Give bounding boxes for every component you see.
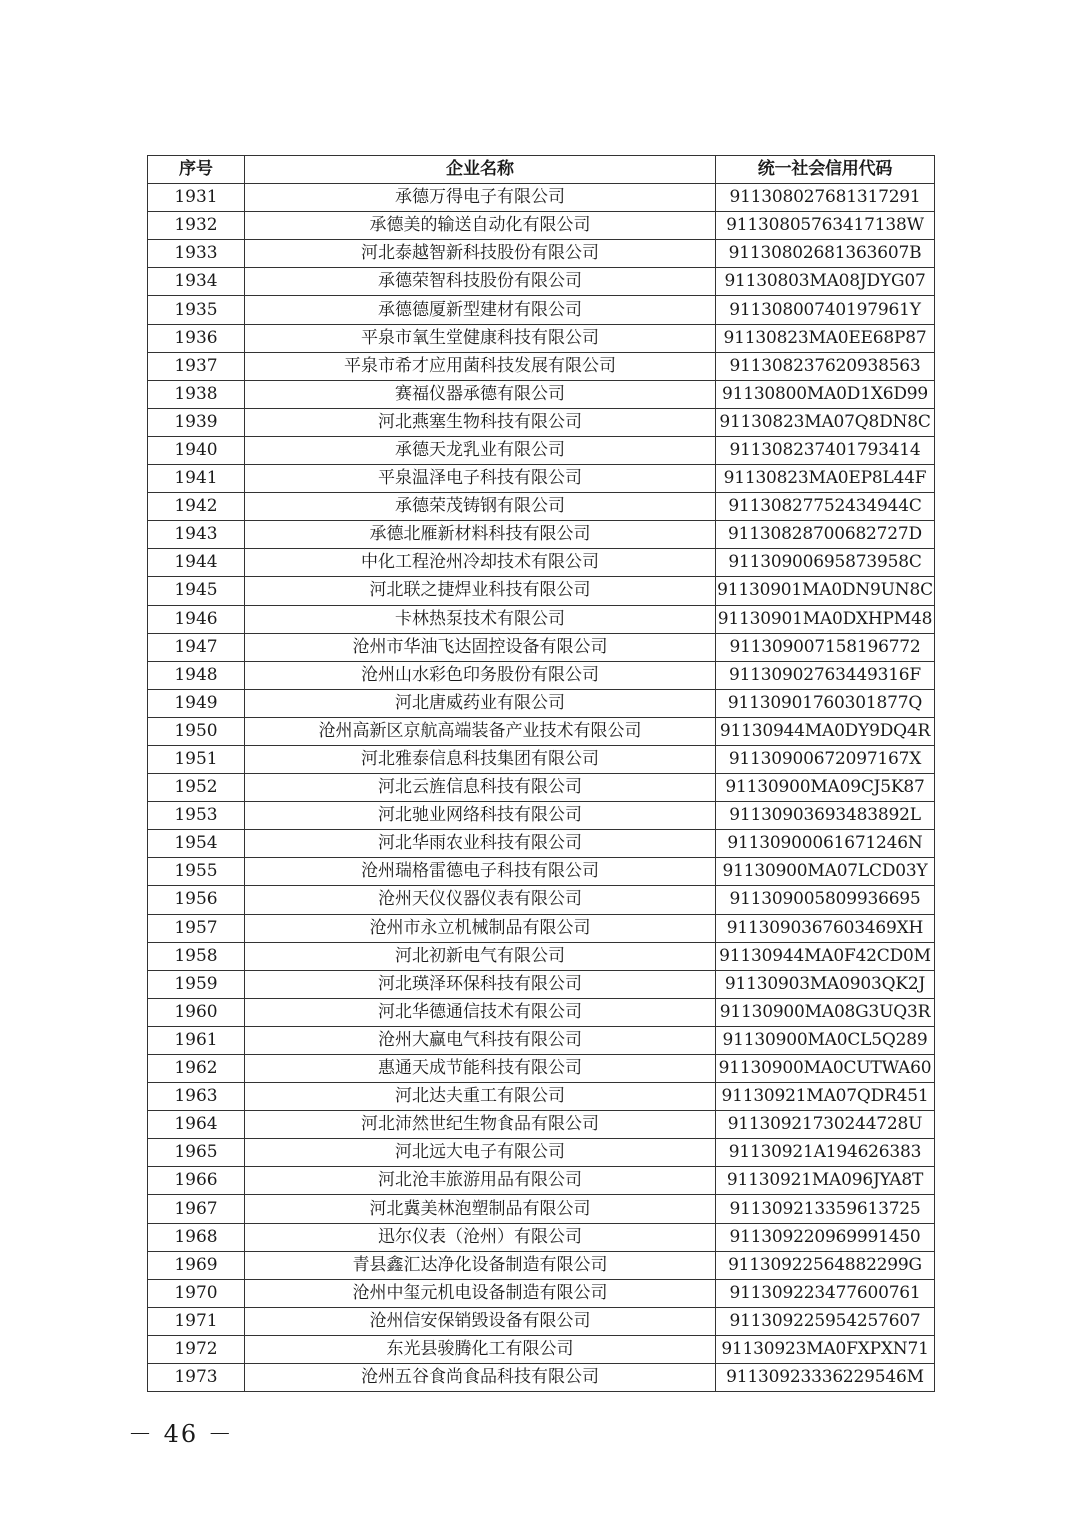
table-row — [148, 745, 935, 773]
cell-credit-code: 91130902763449316F — [716, 661, 935, 689]
cell-serial-number: 1937 — [148, 352, 245, 380]
cell-credit-code: 91130823MA0EP8L44F — [716, 465, 935, 493]
cell-serial-number: 1966 — [148, 1167, 245, 1195]
cell-serial-number: 1956 — [148, 886, 245, 914]
cell-credit-code: 91130923MA0FXPXN71 — [716, 1335, 935, 1363]
cell-company-name: 沧州瑞格雷德电子科技有限公司 — [245, 858, 716, 886]
cell-serial-number: 1932 — [148, 212, 245, 240]
cell-serial-number: 1962 — [148, 1055, 245, 1083]
table-row — [148, 268, 935, 296]
cell-credit-code: 91130900695873958C — [716, 549, 935, 577]
cell-credit-code: 91130827752434944C — [716, 493, 935, 521]
cell-serial-number: 1964 — [148, 1111, 245, 1139]
cell-serial-number: 1954 — [148, 830, 245, 858]
page-number: － 46 － — [128, 1420, 234, 1448]
header-company-name: 企业名称 — [245, 156, 716, 184]
cell-credit-code: 91130823MA07Q8DN8C — [716, 408, 935, 436]
cell-serial-number: 1957 — [148, 914, 245, 942]
cell-serial-number: 1935 — [148, 296, 245, 324]
cell-company-name: 承德北雁新材料科技有限公司 — [245, 521, 716, 549]
cell-credit-code: 91130900061671246N — [716, 830, 935, 858]
table-row — [148, 605, 935, 633]
cell-credit-code: 91130921MA07QDR451 — [716, 1083, 935, 1111]
cell-credit-code: 91130922564882299G — [716, 1251, 935, 1279]
cell-serial-number: 1936 — [148, 324, 245, 352]
cell-credit-code: 91130903693483892L — [716, 802, 935, 830]
cell-credit-code: 91130921730244728U — [716, 1111, 935, 1139]
table-row — [148, 970, 935, 998]
header-credit-code: 统一社会信用代码 — [716, 156, 935, 184]
cell-credit-code: 91130800MA0D1X6D99 — [716, 380, 935, 408]
cell-serial-number: 1950 — [148, 717, 245, 745]
cell-company-name: 沧州市华油飞达固控设备有限公司 — [245, 633, 716, 661]
table-row — [148, 1111, 935, 1139]
cell-company-name: 河北初新电气有限公司 — [245, 942, 716, 970]
table-row — [148, 942, 935, 970]
table-row — [148, 493, 935, 521]
table-row — [148, 296, 935, 324]
cell-credit-code: 91130805763417138W — [716, 212, 935, 240]
table-row — [148, 1279, 935, 1307]
cell-serial-number: 1973 — [148, 1364, 245, 1392]
cell-serial-number: 1941 — [148, 465, 245, 493]
table-row — [148, 1139, 935, 1167]
cell-credit-code: 911309213359613725 — [716, 1195, 935, 1223]
table-header-row — [148, 156, 935, 184]
cell-credit-code: 91130823MA0EE68P87 — [716, 324, 935, 352]
cell-credit-code: 91130921MA096JYA8T — [716, 1167, 935, 1195]
cell-serial-number: 1939 — [148, 408, 245, 436]
cell-company-name: 沧州五谷食尚食品科技有限公司 — [245, 1364, 716, 1392]
cell-company-name: 河北远大电子有限公司 — [245, 1139, 716, 1167]
cell-credit-code: 91130903MA0903QK2J — [716, 970, 935, 998]
cell-company-name: 承德天龙乳业有限公司 — [245, 436, 716, 464]
cell-serial-number: 1953 — [148, 802, 245, 830]
cell-credit-code: 91130900MA08G3UQ3R — [716, 998, 935, 1026]
table-row — [148, 1195, 935, 1223]
cell-company-name: 沧州大赢电气科技有限公司 — [245, 1026, 716, 1054]
cell-company-name: 河北瑛泽环保科技有限公司 — [245, 970, 716, 998]
cell-company-name: 赛福仪器承德有限公司 — [245, 380, 716, 408]
table-row — [148, 436, 935, 464]
cell-credit-code: 911309223477600761 — [716, 1279, 935, 1307]
table-row — [148, 1055, 935, 1083]
cell-serial-number: 1931 — [148, 184, 245, 212]
cell-company-name: 沧州山水彩色印务股份有限公司 — [245, 661, 716, 689]
cell-serial-number: 1955 — [148, 858, 245, 886]
table-row — [148, 661, 935, 689]
cell-credit-code: 91130900MA07LCD03Y — [716, 858, 935, 886]
cell-credit-code: 91130803MA08JDYG07 — [716, 268, 935, 296]
cell-company-name: 沧州信安保销毁设备有限公司 — [245, 1307, 716, 1335]
table-row — [148, 1083, 935, 1111]
cell-company-name: 迅尔仪表（沧州）有限公司 — [245, 1223, 716, 1251]
table-row — [148, 184, 935, 212]
cell-serial-number: 1952 — [148, 774, 245, 802]
cell-credit-code: 91130900MA0CL5Q289 — [716, 1026, 935, 1054]
table-row — [148, 521, 935, 549]
enterprise-list-sheet — [147, 155, 934, 1392]
table-row — [148, 1251, 935, 1279]
table-row — [148, 1223, 935, 1251]
table-row — [148, 212, 935, 240]
enterprise-table — [147, 155, 935, 1392]
cell-credit-code: 91130901760301877Q — [716, 689, 935, 717]
cell-credit-code: 911309007158196772 — [716, 633, 935, 661]
cell-serial-number: 1969 — [148, 1251, 245, 1279]
cell-company-name: 承德万得电子有限公司 — [245, 184, 716, 212]
cell-credit-code: 91130944MA0F42CD0M — [716, 942, 935, 970]
cell-company-name: 承德荣智科技股份有限公司 — [245, 268, 716, 296]
cell-serial-number: 1949 — [148, 689, 245, 717]
cell-serial-number: 1934 — [148, 268, 245, 296]
cell-company-name: 沧州市永立机械制品有限公司 — [245, 914, 716, 942]
cell-serial-number: 1943 — [148, 521, 245, 549]
cell-credit-code: 911309005809936695 — [716, 886, 935, 914]
cell-company-name: 承德德厦新型建材有限公司 — [245, 296, 716, 324]
cell-serial-number: 1970 — [148, 1279, 245, 1307]
table-row — [148, 1335, 935, 1363]
cell-company-name: 河北泰越智新科技股份有限公司 — [245, 240, 716, 268]
table-row — [148, 998, 935, 1026]
cell-serial-number: 1945 — [148, 577, 245, 605]
table-body — [148, 184, 935, 1392]
cell-company-name: 河北驰业网络科技有限公司 — [245, 802, 716, 830]
cell-credit-code: 911309225954257607 — [716, 1307, 935, 1335]
cell-serial-number: 1944 — [148, 549, 245, 577]
table-row — [148, 577, 935, 605]
cell-serial-number: 1958 — [148, 942, 245, 970]
cell-credit-code: 91130802681363607B — [716, 240, 935, 268]
table-row — [148, 408, 935, 436]
cell-serial-number: 1942 — [148, 493, 245, 521]
cell-company-name: 沧州高新区京航高端装备产业技术有限公司 — [245, 717, 716, 745]
header-serial-number: 序号 — [148, 156, 245, 184]
cell-serial-number: 1967 — [148, 1195, 245, 1223]
cell-serial-number: 1947 — [148, 633, 245, 661]
cell-company-name: 河北雅泰信息科技集团有限公司 — [245, 745, 716, 773]
cell-company-name: 平泉市希才应用菌科技发展有限公司 — [245, 352, 716, 380]
cell-company-name: 河北云旌信息科技有限公司 — [245, 774, 716, 802]
cell-credit-code: 91130901MA0DN9UN8C — [716, 577, 935, 605]
cell-credit-code: 91130900MA09CJ5K87 — [716, 774, 935, 802]
cell-company-name: 河北联之捷焊业科技有限公司 — [245, 577, 716, 605]
cell-serial-number: 1938 — [148, 380, 245, 408]
cell-company-name: 河北达夫重工有限公司 — [245, 1083, 716, 1111]
table-row — [148, 802, 935, 830]
cell-credit-code: 91130901MA0DXHPM48 — [716, 605, 935, 633]
cell-credit-code: 9113090367603469XH — [716, 914, 935, 942]
cell-company-name: 平泉市氧生堂健康科技有限公司 — [245, 324, 716, 352]
table-row — [148, 633, 935, 661]
cell-serial-number: 1963 — [148, 1083, 245, 1111]
cell-credit-code: 91130944MA0DY9DQ4R — [716, 717, 935, 745]
cell-credit-code: 911309220969991450 — [716, 1223, 935, 1251]
cell-company-name: 承德荣茂铸钢有限公司 — [245, 493, 716, 521]
table-row — [148, 352, 935, 380]
cell-serial-number: 1940 — [148, 436, 245, 464]
cell-serial-number: 1951 — [148, 745, 245, 773]
cell-company-name: 河北燕塞生物科技有限公司 — [245, 408, 716, 436]
cell-credit-code: 91130828700682727D — [716, 521, 935, 549]
cell-company-name: 沧州天仪仪器仪表有限公司 — [245, 886, 716, 914]
table-row — [148, 914, 935, 942]
table-row — [148, 830, 935, 858]
cell-serial-number: 1960 — [148, 998, 245, 1026]
table-row — [148, 689, 935, 717]
cell-company-name: 平泉温泽电子科技有限公司 — [245, 465, 716, 493]
cell-credit-code: 911308027681317291 — [716, 184, 935, 212]
table-row — [148, 549, 935, 577]
cell-company-name: 河北冀美林泡塑制品有限公司 — [245, 1195, 716, 1223]
cell-company-name: 河北华雨农业科技有限公司 — [245, 830, 716, 858]
table-row — [148, 1026, 935, 1054]
cell-company-name: 河北沛然世纪生物食品有限公司 — [245, 1111, 716, 1139]
table-row — [148, 774, 935, 802]
cell-serial-number: 1933 — [148, 240, 245, 268]
cell-serial-number: 1971 — [148, 1307, 245, 1335]
cell-company-name: 河北华德通信技术有限公司 — [245, 998, 716, 1026]
cell-credit-code: 91130921A194626383 — [716, 1139, 935, 1167]
cell-company-name: 承德美的输送自动化有限公司 — [245, 212, 716, 240]
cell-serial-number: 1968 — [148, 1223, 245, 1251]
cell-credit-code: 911308237401793414 — [716, 436, 935, 464]
cell-serial-number: 1961 — [148, 1026, 245, 1054]
cell-credit-code: 91130923336229546M — [716, 1364, 935, 1392]
cell-credit-code: 91130900MA0CUTWA60 — [716, 1055, 935, 1083]
cell-serial-number: 1948 — [148, 661, 245, 689]
table-row — [148, 380, 935, 408]
table-row — [148, 1307, 935, 1335]
cell-serial-number: 1965 — [148, 1139, 245, 1167]
cell-serial-number: 1972 — [148, 1335, 245, 1363]
table-row — [148, 717, 935, 745]
table-row — [148, 465, 935, 493]
cell-company-name: 卡林热泵技术有限公司 — [245, 605, 716, 633]
cell-credit-code: 91130900672097167X — [716, 745, 935, 773]
cell-company-name: 沧州中玺元机电设备制造有限公司 — [245, 1279, 716, 1307]
cell-company-name: 东光县骏腾化工有限公司 — [245, 1335, 716, 1363]
cell-company-name: 惠通天成节能科技有限公司 — [245, 1055, 716, 1083]
cell-company-name: 青县鑫汇达净化设备制造有限公司 — [245, 1251, 716, 1279]
table-row — [148, 886, 935, 914]
cell-serial-number: 1946 — [148, 605, 245, 633]
table-row — [148, 858, 935, 886]
cell-credit-code: 911308237620938563 — [716, 352, 935, 380]
cell-serial-number: 1959 — [148, 970, 245, 998]
cell-company-name: 中化工程沧州冷却技术有限公司 — [245, 549, 716, 577]
table-row — [148, 324, 935, 352]
cell-company-name: 河北唐威药业有限公司 — [245, 689, 716, 717]
table-row — [148, 1167, 935, 1195]
cell-company-name: 河北沧丰旅游用品有限公司 — [245, 1167, 716, 1195]
table-row — [148, 240, 935, 268]
cell-credit-code: 91130800740197961Y — [716, 296, 935, 324]
table-row — [148, 1364, 935, 1392]
